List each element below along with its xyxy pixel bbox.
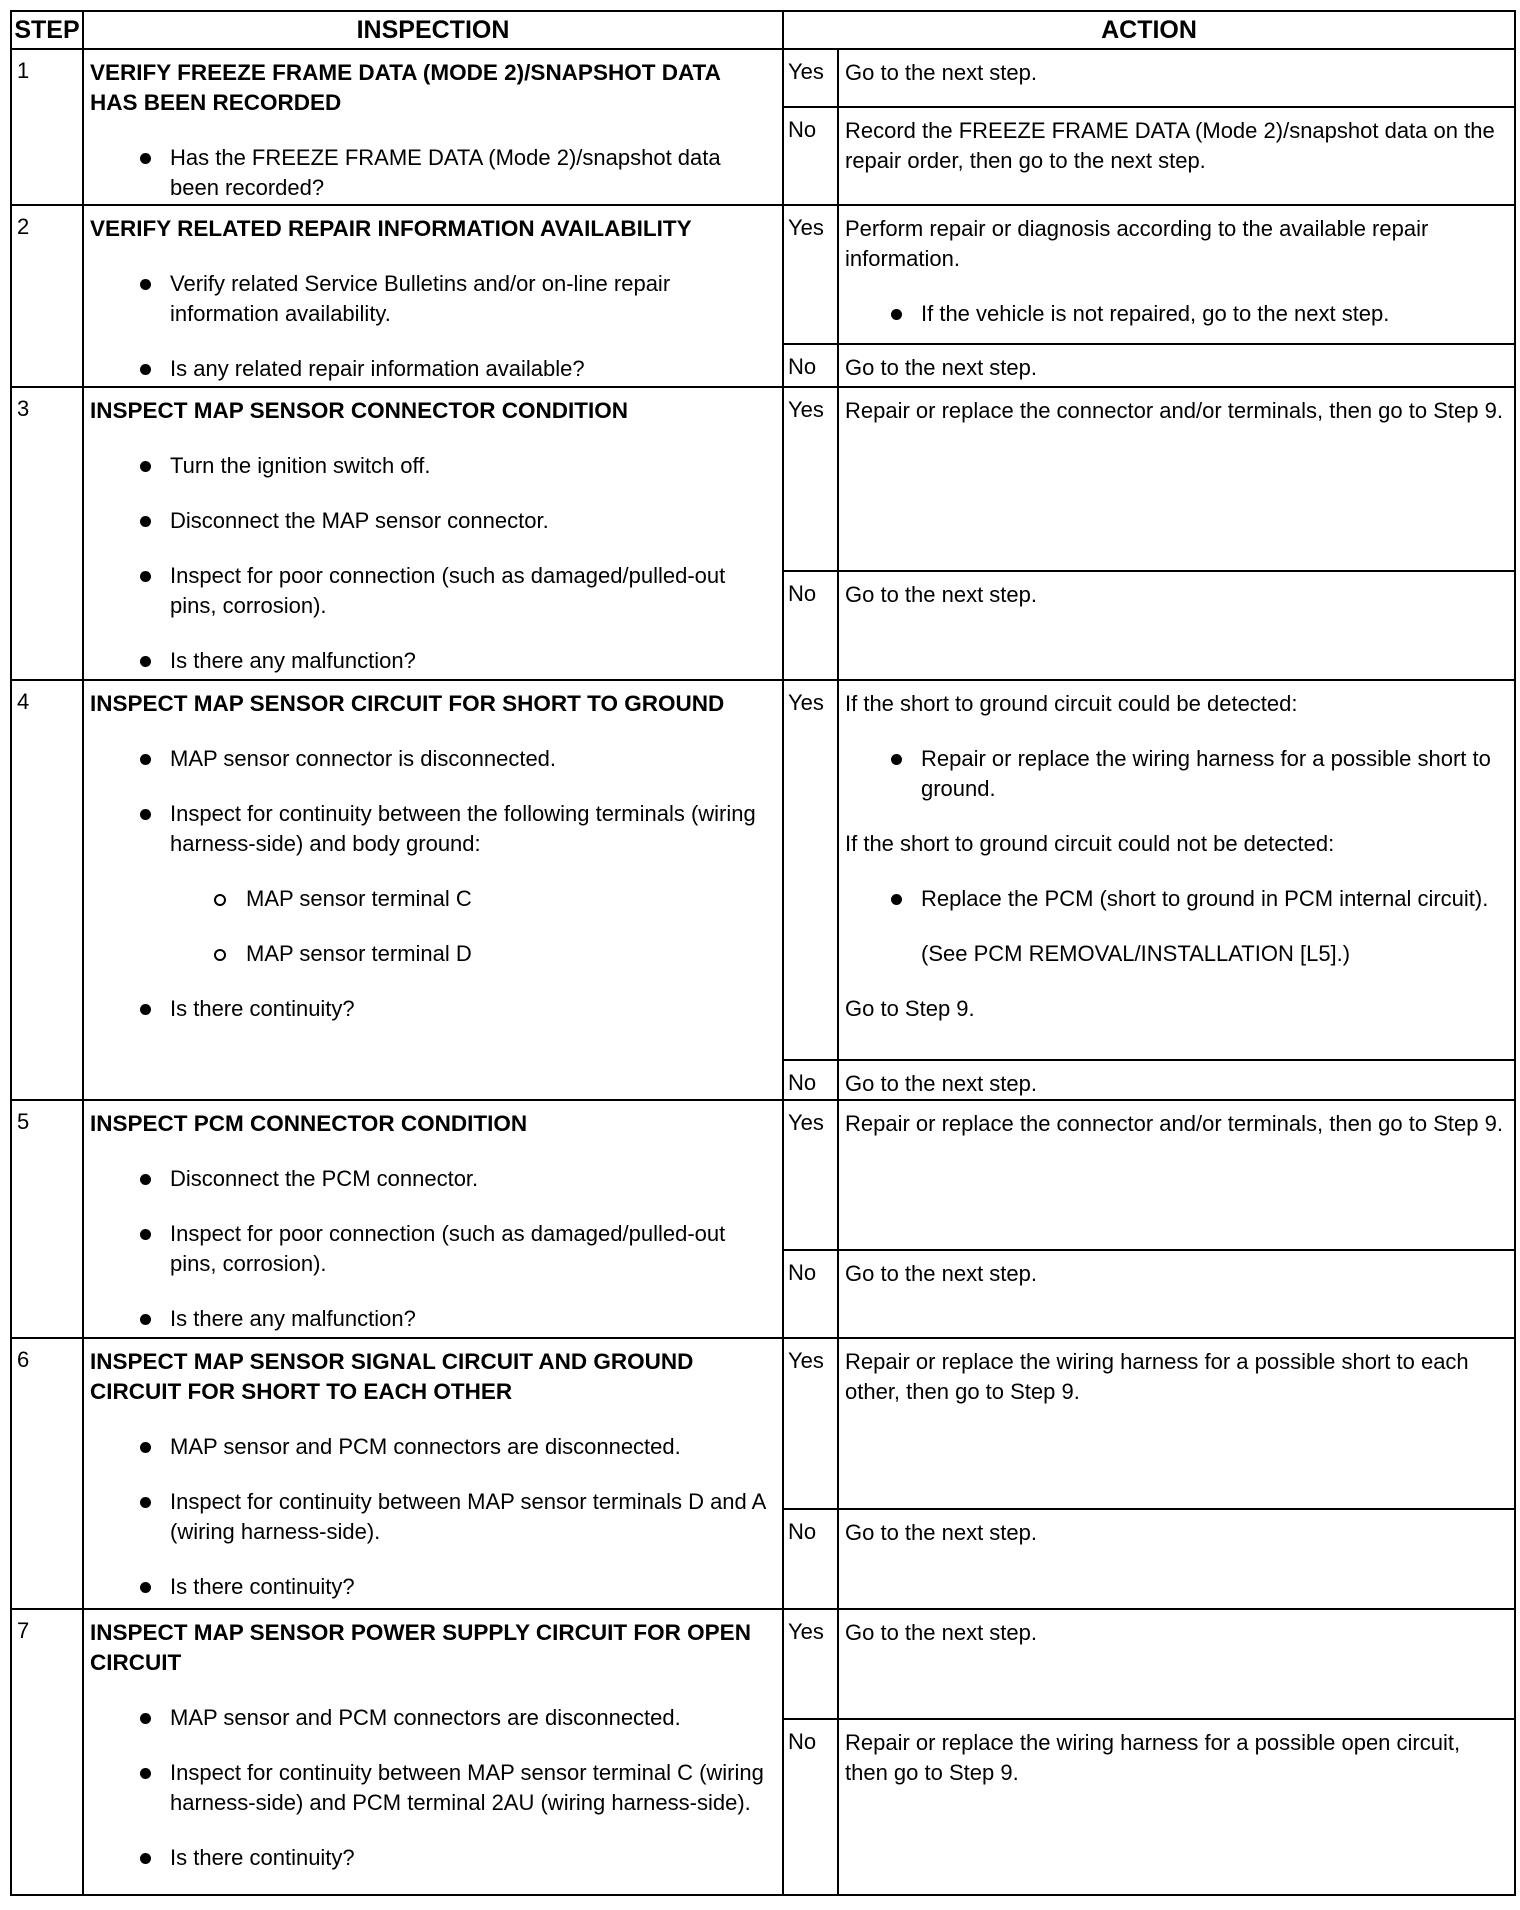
header-inspection: INSPECTION — [83, 11, 783, 49]
inspection-item: Is any related repair information available? — [90, 354, 772, 384]
step-4-inspection — [83, 680, 783, 1100]
yes-action-goto: Go to Step 9. — [845, 996, 975, 1021]
no-label: No — [783, 107, 838, 205]
step-number: 7 — [11, 1609, 83, 1895]
no-label: No — [783, 1509, 838, 1609]
step-number: 5 — [11, 1100, 83, 1338]
step-6-yes-row — [11, 1338, 1515, 1509]
yes-action: Go to the next step. — [838, 1609, 1515, 1719]
step-1-inspection — [83, 49, 783, 205]
inspection-item: MAP sensor and PCM connectors are disconnected. — [90, 1703, 772, 1733]
step-title: INSPECT MAP SENSOR POWER SUPPLY CIRCUIT FOR OPEN CIRCUIT — [90, 1620, 751, 1675]
no-action: Go to the next step. — [838, 571, 1515, 680]
step-title: INSPECT MAP SENSOR CONNECTOR CONDITION — [90, 398, 628, 423]
inspection-subitem: MAP sensor terminal C — [90, 884, 772, 914]
step-title: INSPECT MAP SENSOR CIRCUIT FOR SHORT TO GROUND — [90, 691, 725, 716]
inspection-item: Inspect for continuity between MAP sensor terminals D and A (wiring harness-side). — [90, 1487, 772, 1547]
step-7-yes-row — [11, 1609, 1515, 1719]
yes-label: Yes — [783, 387, 838, 571]
step-number: 1 — [11, 49, 83, 205]
yes-action: Go to the next step. — [838, 49, 1515, 107]
header-row — [11, 11, 1515, 49]
no-label: No — [783, 1060, 838, 1100]
action-bullet: Replace the PCM (short to ground in PCM internal circuit). — [845, 884, 1506, 914]
step-number: 3 — [11, 387, 83, 680]
yes-action: Repair or replace the wiring harness for a possible short to each other, then go to Step 9. — [838, 1338, 1515, 1509]
yes-label: Yes — [783, 1338, 838, 1509]
action-bullet: Repair or replace the wiring harness for a possible short to ground. — [845, 744, 1506, 804]
step-6-inspection — [83, 1338, 783, 1609]
step-1-yes-row — [11, 49, 1515, 107]
inspection-item: Is there continuity? — [90, 1843, 772, 1873]
inspection-item: Is there any malfunction? — [90, 646, 772, 676]
no-action: Go to the next step. — [838, 1250, 1515, 1338]
step-2-inspection — [83, 205, 783, 387]
inspection-item: Inspect for poor connection (such as damaged/pulled-out pins, corrosion). — [90, 1219, 772, 1279]
inspection-item: Verify related Service Bulletins and/or on-line repair information availability. — [90, 269, 772, 329]
yes-action-cell — [838, 680, 1515, 1060]
inspection-item: Is there continuity? — [90, 1572, 772, 1602]
diagnostic-procedure-sheet — [10, 10, 1514, 1896]
inspection-item: Turn the ignition switch off. — [90, 451, 772, 481]
inspection-item: Is there continuity? — [90, 994, 772, 1024]
step-title: VERIFY FREEZE FRAME DATA (MODE 2)/SNAPSHOT DATA HAS BEEN RECORDED — [90, 60, 721, 115]
step-3-inspection — [83, 387, 783, 680]
step-number: 4 — [11, 680, 83, 1100]
step-3-yes-row — [11, 387, 1515, 571]
yes-action-intro: If the short to ground circuit could be detected: — [845, 691, 1298, 716]
step-title: INSPECT MAP SENSOR SIGNAL CIRCUIT AND GROUND CIRCUIT FOR SHORT TO EACH OTHER — [90, 1349, 694, 1404]
inspection-item: Inspect for continuity between MAP sensor terminal C (wiring harness-side) and PCM terminal 2AU (wiring harness-side). — [90, 1758, 772, 1818]
header-step: STEP — [11, 11, 83, 49]
step-5-inspection — [83, 1100, 783, 1338]
step-number: 6 — [11, 1338, 83, 1609]
inspection-item: Is there any malfunction? — [90, 1304, 772, 1334]
inspection-item: Disconnect the MAP sensor connector. — [90, 506, 772, 536]
header-action: ACTION — [783, 11, 1515, 49]
no-label: No — [783, 344, 838, 387]
no-action: Go to the next step. — [838, 1509, 1515, 1609]
no-action: Repair or replace the wiring harness for a possible open circuit, then go to Step 9. — [838, 1719, 1515, 1895]
no-label: No — [783, 571, 838, 680]
no-action: Record the FREEZE FRAME DATA (Mode 2)/snapshot data on the repair order, then go to the next step. — [838, 107, 1515, 205]
step-7-inspection — [83, 1609, 783, 1895]
inspection-item: Inspect for poor connection (such as damaged/pulled-out pins, corrosion). — [90, 561, 772, 621]
yes-label: Yes — [783, 49, 838, 107]
step-title: INSPECT PCM CONNECTOR CONDITION — [90, 1111, 528, 1136]
inspection-subitem: MAP sensor terminal D — [90, 939, 772, 969]
diagnostic-table — [10, 10, 1516, 1896]
yes-label: Yes — [783, 1609, 838, 1719]
yes-label: Yes — [783, 680, 838, 1060]
no-label: No — [783, 1719, 838, 1895]
yes-action-intro: If the short to ground circuit could not be detected: — [845, 831, 1335, 856]
step-4-yes-row — [11, 680, 1515, 1060]
step-5-yes-row — [11, 1100, 1515, 1250]
yes-action-cell — [838, 205, 1515, 344]
yes-label: Yes — [783, 205, 838, 344]
yes-action: Perform repair or diagnosis according to the available repair information. — [845, 216, 1429, 271]
see-reference: (See PCM REMOVAL/INSTALLATION [L5].) — [921, 941, 1351, 966]
inspection-item: MAP sensor connector is disconnected. — [90, 744, 772, 774]
inspection-item: MAP sensor and PCM connectors are disconnected. — [90, 1432, 772, 1462]
step-number: 2 — [11, 205, 83, 387]
no-action: Go to the next step. — [838, 1060, 1515, 1100]
yes-label: Yes — [783, 1100, 838, 1250]
step-2-yes-row — [11, 205, 1515, 344]
step-title: VERIFY RELATED REPAIR INFORMATION AVAILABILITY — [90, 216, 692, 241]
yes-action: Repair or replace the connector and/or terminals, then go to Step 9. — [838, 387, 1515, 571]
yes-action: Repair or replace the connector and/or terminals, then go to Step 9. — [838, 1100, 1515, 1250]
inspection-item: Has the FREEZE FRAME DATA (Mode 2)/snapshot data been recorded? — [90, 143, 772, 203]
no-action: Go to the next step. — [838, 344, 1515, 387]
action-bullet: If the vehicle is not repaired, go to the next step. — [845, 299, 1506, 329]
inspection-item: Disconnect the PCM connector. — [90, 1164, 772, 1194]
inspection-item: Inspect for continuity between the following terminals (wiring harness-side) and body ground: — [90, 799, 772, 859]
no-label: No — [783, 1250, 838, 1338]
